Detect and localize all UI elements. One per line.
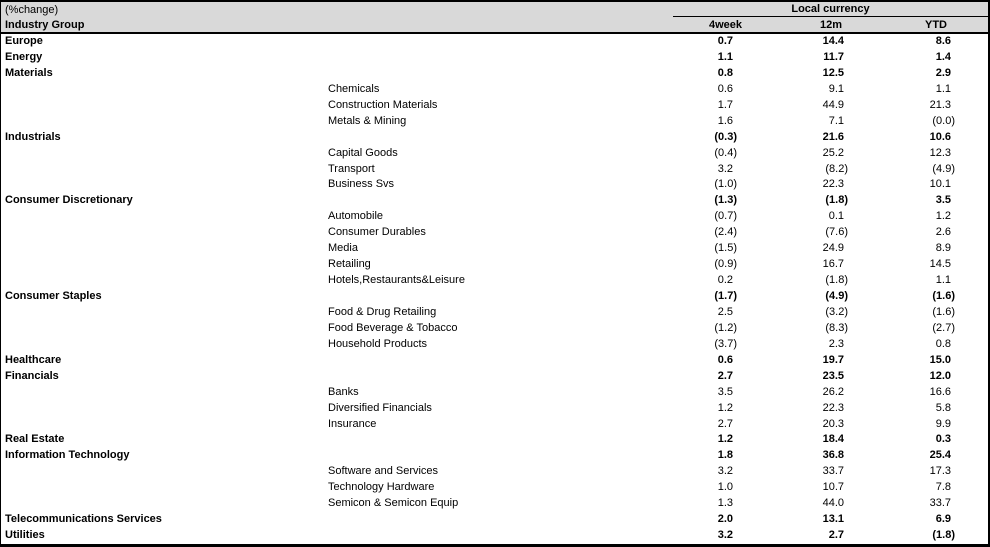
value-cell-4week: 1.0 [717, 481, 733, 494]
value-cell-12m: 18.4 [822, 433, 844, 446]
value-cell-12m: 44.0 [822, 497, 844, 510]
value-cell-4week: 0.6 [717, 82, 733, 95]
industry-group-cell: Telecommunications Services [5, 513, 162, 526]
value-cell-4week: (1.0) [714, 178, 737, 191]
value-cell-4week: 2.5 [717, 305, 733, 318]
value-cell-ytd: 3.5 [935, 194, 951, 207]
value-cell-12m: 7.1 [828, 114, 844, 127]
value-cell-12m: 12.5 [822, 66, 844, 79]
table-row [1, 417, 988, 433]
value-cell-ytd: 5.8 [935, 401, 951, 414]
value-cell-4week: 3.2 [717, 162, 733, 175]
sub-industry-cell: Capital Goods [328, 146, 398, 159]
value-cell-4week: (1.2) [714, 321, 737, 334]
value-cell-12m: 0.1 [828, 210, 844, 223]
table-row [1, 385, 988, 401]
table-row [1, 82, 988, 98]
value-cell-ytd: 10.6 [929, 130, 951, 143]
value-cell-12m: 26.2 [822, 385, 844, 398]
table-row [1, 369, 988, 385]
table-row [1, 34, 988, 50]
value-cell-ytd: 0.8 [935, 337, 951, 350]
table-row [1, 496, 988, 512]
value-cell-4week: 1.2 [717, 401, 733, 414]
value-cell-4week: 3.2 [717, 529, 733, 542]
value-cell-ytd: 15.0 [929, 353, 951, 366]
sub-industry-cell: Chemicals [328, 82, 380, 95]
value-cell-ytd: 33.7 [929, 497, 951, 510]
table-row [1, 225, 988, 241]
sub-industry-cell: Construction Materials [328, 98, 438, 111]
table-row [1, 146, 988, 162]
value-cell-4week: (2.4) [714, 226, 737, 239]
value-cell-12m: 14.4 [822, 35, 844, 48]
value-cell-4week: 0.6 [717, 353, 733, 366]
value-cell-4week: 1.6 [717, 114, 733, 127]
value-cell-4week: 2.0 [717, 513, 733, 526]
table-row [1, 209, 988, 225]
column-header-12m: 12m [819, 18, 843, 31]
value-cell-12m: 22.3 [822, 401, 844, 414]
value-cell-12m: 2.7 [828, 529, 844, 542]
value-cell-12m: 36.8 [822, 449, 844, 462]
value-cell-4week: 1.3 [717, 497, 733, 510]
value-cell-12m: (8.3) [825, 321, 848, 334]
value-cell-12m: 22.3 [822, 178, 844, 191]
value-cell-4week: 1.2 [717, 433, 733, 446]
sub-industry-cell: Semicon & Semicon Equip [328, 497, 459, 510]
table-row [1, 353, 988, 369]
table-row [1, 512, 988, 528]
table-row [1, 66, 988, 82]
sub-industry-cell: Technology Hardware [328, 481, 435, 494]
value-cell-4week: (0.9) [714, 258, 737, 271]
value-cell-12m: 19.7 [822, 353, 844, 366]
table-row [1, 448, 988, 464]
value-cell-12m: (3.2) [825, 305, 848, 318]
industry-group-cell: Energy [5, 50, 43, 63]
value-cell-4week: 3.5 [717, 385, 733, 398]
value-cell-ytd: (4.9) [932, 162, 955, 175]
sub-industry-cell: Household Products [328, 337, 428, 350]
industry-group-cell: Utilities [5, 529, 45, 542]
sub-industry-cell: Hotels,Restaurants&Leisure [328, 274, 465, 287]
value-cell-12m: 44.9 [822, 98, 844, 111]
table-row [1, 528, 988, 544]
sub-industry-cell: Business Svs [328, 178, 395, 191]
value-cell-12m: 2.3 [828, 337, 844, 350]
table-row [1, 130, 988, 146]
value-cell-ytd: 16.6 [929, 385, 951, 398]
value-cell-ytd: 12.0 [929, 369, 951, 382]
value-cell-12m: 25.2 [822, 146, 844, 159]
table-row [1, 432, 988, 448]
value-cell-12m: 20.3 [822, 417, 844, 430]
industry-group-cell: Real Estate [5, 433, 65, 446]
sub-industry-cell: Consumer Durables [328, 226, 426, 239]
value-cell-ytd: 10.1 [929, 178, 951, 191]
value-cell-4week: (3.7) [714, 337, 737, 350]
percent-change-label: (%change) [5, 3, 59, 16]
table-header [1, 2, 988, 34]
table-row [1, 193, 988, 209]
value-cell-12m: 33.7 [822, 465, 844, 478]
value-cell-4week: 2.7 [717, 417, 733, 430]
value-cell-12m: 24.9 [822, 242, 844, 255]
value-cell-4week: (0.3) [714, 130, 737, 143]
value-cell-ytd: 0.3 [935, 433, 951, 446]
value-cell-ytd: 9.9 [935, 417, 951, 430]
industry-group-cell: Healthcare [5, 353, 62, 366]
column-header-4week: 4week [708, 18, 743, 31]
value-cell-ytd: 21.3 [929, 98, 951, 111]
value-cell-12m: (8.2) [825, 162, 848, 175]
value-cell-ytd: (1.6) [932, 305, 955, 318]
value-cell-4week: (1.7) [714, 290, 737, 303]
value-cell-ytd: 1.1 [935, 274, 951, 287]
value-cell-12m: 9.1 [828, 82, 844, 95]
table-row [1, 401, 988, 417]
table-row [1, 241, 988, 257]
value-cell-ytd: 1.4 [935, 50, 951, 63]
sub-industry-cell: Metals & Mining [328, 114, 407, 127]
value-cell-4week: 1.1 [717, 50, 733, 63]
table-row [1, 273, 988, 289]
sub-industry-cell: Diversified Financials [328, 401, 432, 414]
value-cell-12m: 11.7 [823, 50, 844, 63]
value-cell-12m: (7.6) [825, 226, 848, 239]
industry-group-cell: Materials [5, 66, 53, 79]
value-cell-12m: 13.1 [822, 513, 844, 526]
value-cell-12m: 16.7 [822, 258, 844, 271]
table-row [1, 321, 988, 337]
sub-industry-cell: Retailing [328, 258, 371, 271]
value-cell-ytd: 8.6 [935, 35, 951, 48]
value-cell-ytd: 2.9 [935, 66, 951, 79]
value-cell-ytd: 12.3 [929, 146, 951, 159]
header-row-top [1, 2, 988, 17]
value-cell-12m: (1.8) [825, 194, 848, 207]
value-cell-4week: 0.8 [717, 66, 733, 79]
value-cell-12m: 10.7 [822, 481, 844, 494]
value-cell-4week: 0.7 [717, 35, 733, 48]
table-row [1, 50, 988, 66]
value-cell-12m: 21.6 [822, 130, 844, 143]
value-cell-12m: (1.8) [825, 274, 848, 287]
industry-group-cell: Consumer Discretionary [5, 194, 133, 207]
value-cell-ytd: 7.8 [935, 481, 951, 494]
sub-industry-cell: Media [328, 242, 358, 255]
value-cell-4week: (0.4) [714, 146, 737, 159]
table-row [1, 337, 988, 353]
table-row [1, 162, 988, 178]
value-cell-4week: 1.8 [717, 449, 733, 462]
sub-industry-cell: Food Beverage & Tobacco [328, 321, 458, 334]
value-cell-4week: 2.7 [717, 369, 733, 382]
table-row [1, 464, 988, 480]
value-cell-ytd: (1.6) [932, 290, 955, 303]
table-row [1, 114, 988, 130]
value-cell-ytd: 17.3 [929, 465, 951, 478]
industry-group-cell: Industrials [5, 130, 61, 143]
header-row-columns [1, 17, 988, 32]
industry-group-cell: Europe [5, 35, 43, 48]
local-currency-group-header: Local currency [673, 2, 988, 17]
value-cell-4week: 0.2 [717, 274, 733, 287]
value-cell-4week: 3.2 [717, 465, 733, 478]
value-cell-4week: 1.7 [717, 98, 733, 111]
industry-group-cell: Consumer Staples [5, 290, 102, 303]
value-cell-4week: (1.3) [714, 194, 737, 207]
value-cell-ytd: 25.4 [929, 449, 951, 462]
table-row [1, 480, 988, 496]
value-cell-ytd: 2.6 [935, 226, 951, 239]
value-cell-ytd: 1.2 [935, 210, 951, 223]
sub-industry-cell: Banks [328, 385, 359, 398]
table-body [1, 34, 988, 544]
value-cell-4week: (0.7) [714, 210, 737, 223]
table-row [1, 289, 988, 305]
table-row [1, 177, 988, 193]
value-cell-ytd: (2.7) [932, 321, 955, 334]
value-cell-ytd: (0.0) [932, 114, 955, 127]
sub-industry-cell: Food & Drug Retailing [328, 305, 437, 318]
industry-group-cell: Information Technology [5, 449, 130, 462]
sub-industry-cell: Transport [328, 162, 375, 175]
value-cell-ytd: 6.9 [935, 513, 951, 526]
column-header-ytd: YTD [925, 18, 947, 31]
sub-industry-cell: Software and Services [328, 465, 439, 478]
table-row [1, 98, 988, 114]
value-cell-12m: (4.9) [825, 290, 848, 303]
value-cell-ytd: 1.1 [935, 82, 951, 95]
value-cell-4week: (1.5) [714, 242, 737, 255]
industry-group-cell: Financials [5, 369, 59, 382]
sub-industry-cell: Automobile [328, 210, 384, 223]
table-row [1, 305, 988, 321]
value-cell-ytd: 8.9 [935, 242, 951, 255]
value-cell-ytd: 14.5 [929, 258, 951, 271]
sub-industry-cell: Insurance [328, 417, 377, 430]
value-cell-12m: 23.5 [822, 369, 844, 382]
table-row [1, 257, 988, 273]
industry-group-column-header: Industry Group [5, 18, 85, 31]
value-cell-ytd: (1.8) [932, 529, 955, 542]
